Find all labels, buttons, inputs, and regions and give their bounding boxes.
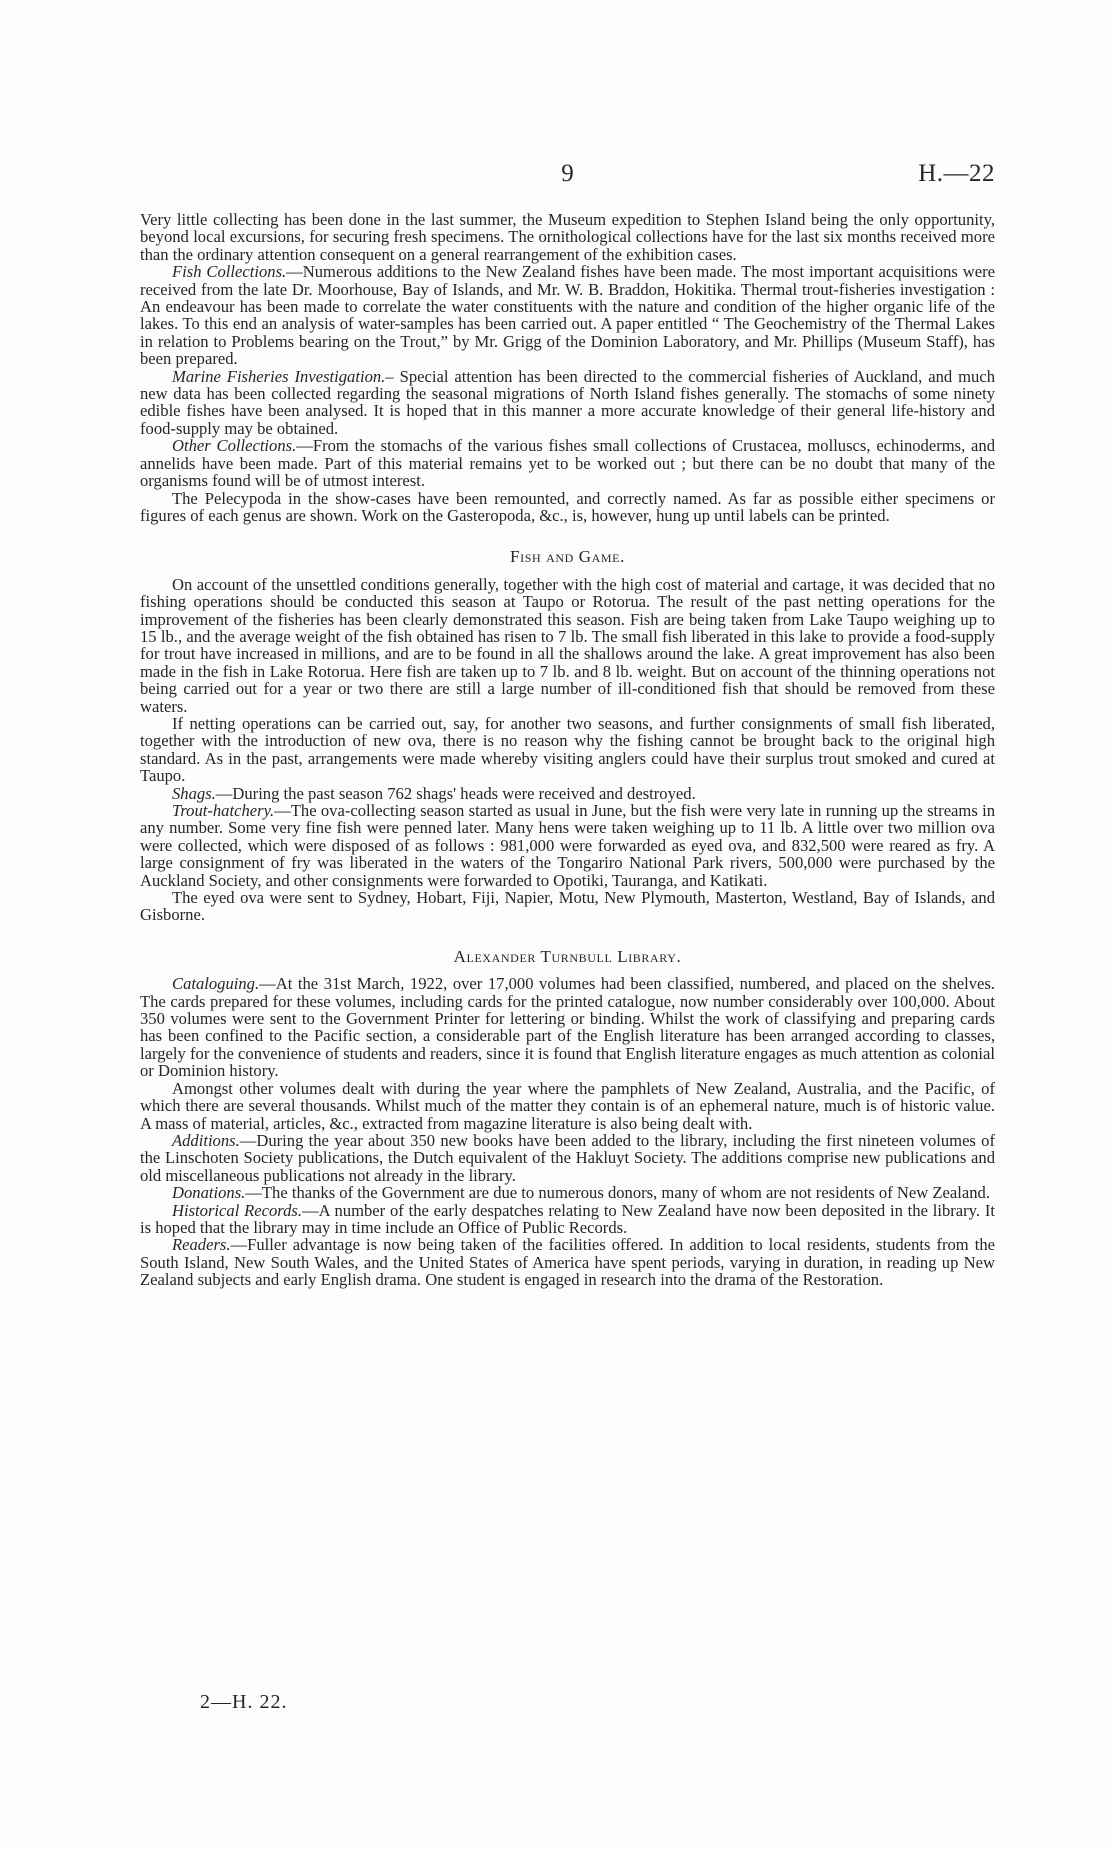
marine-fisheries-text: – Special attention has been directed to the commercial fisheries of Auckland, and much new data has been collected regarding the seasonal migrations of North Island fishes generally. The stomachs of some ninety edible fishes have been analysed. It is hoped that in this manner a more accurate knowledge of their general life-history and food-supply may be obtained. (140, 366, 995, 438)
library-heading: Alexander Turnbull Library. (453, 946, 682, 966)
fish-collections-caption: Fish Collections. (172, 262, 287, 282)
additions-paragraph (140, 1132, 995, 1184)
museum-intro-paragraph: Very little collecting has been done in the last summer, the Museum expedition to Stephen Island being the only opportunity, beyond local excursions, for securing fresh specimens. The ornithological collections have for the last six months received more than the ordinary attention consequent on a general rearrangement of the exhibition cases. (140, 210, 995, 264)
signature-reference: 2—H. 22. (200, 1691, 288, 1713)
fish-and-game-heading: Fish and Game. (510, 547, 625, 567)
other-collections-caption: Other Collections. (172, 436, 297, 456)
additions-caption: Additions. (172, 1130, 240, 1150)
donations-caption: Donations. (172, 1183, 246, 1203)
fish-and-game-paragraph-2: If netting operations can be carried out, say, for another two seasons, and further consignments of small fish liberated, together with the introduction of new ova, there is no reason why the fishing cannot be brought back to the original high standard. As in the past, arrangements were made whereby visiting anglers could have their surplus trout smoked and cured at Taupo. (140, 713, 995, 786)
pelecypoda-paragraph: The Pelecypoda in the show-cases have been remounted, and correctly named. As far as possible either specimens or figures of each genus are shown. Work on the Gasteropoda, &c., is, however, hung up until labels can be printed. (140, 488, 995, 525)
readers-paragraph (140, 1236, 995, 1288)
shags-paragraph (140, 785, 995, 802)
shags-caption: Shags. (172, 783, 216, 803)
trout-hatchery-text: —The ova-collecting season started as usual in June, but the fish were very late in running up the streams in any number. Some very fine fish were penned later. Many hens were taken weighing up to 11 lb. A little over two million ova were collected, which were disposed of as follows : 981,000 were forwarded as eyed ova, and 832,500 were reared as fry. A large consignment of fry was liberated in the waters of the Tongariro National Park rivers, 500,000 were purchased by the Auckland Society, and other consignments were forwarded to Opotiki, Tauranga, and Katikati. (140, 801, 995, 890)
other-collections-text: —From the stomachs of the various fishes small collections of Crustacea, molluscs, echinoderms, and annelids have been made. Part of this material remains yet to be worked out ; but there can be no doubt that many of the organisms found will be of utmost interest. (140, 436, 995, 491)
donations-text: —The thanks of the Government are due to numerous donors, many of whom are not residents of New Zealand. (245, 1183, 990, 1203)
donations-paragraph (140, 1184, 995, 1201)
additions-text: —During the year about 350 new books have been added to the library, including the first nineteen volumes of the Linschoten Society publications, the Dutch equivalent of the Hakluyt Society. The additions comprise new publications and old miscellaneous publications not already in the library. (140, 1130, 995, 1185)
page-header (140, 160, 995, 194)
other-collections-paragraph (140, 437, 995, 489)
fish-and-game-paragraph-1: On account of the unsettled conditions generally, together with the high cost of material and cartage, it was decided that no fishing operations should be conducted this season at Taupo or Rotorua. The result of the past netting operations for the improvement of the fisheries has been clearly demonstrated this season. Fish are being taken from Lake Taupo weighing up to 15 lb., and the average weight of the fish obtained has risen to 7 lb. The small fish liberated in this lake to provide a food-supply for trout have increased in millions, and are to be found in all the shallows around the lake. A great improvement has also been made in the fish in Lake Rotorua. Here fish are taken up to 7 lb. and 8 lb. weight. But on account of the thinning operations not being carried out for a year or two there are still a large number of ill-conditioned fish that should be removed from these waters. (140, 574, 995, 716)
shags-text: —During the past season 762 shags' heads were received and destroyed. (215, 783, 696, 803)
amongst-paragraph: Amongst other volumes dealt with during the year where the pamphlets of New Zealand, Australia, and the Pacific, of which there are several thousands. Whilst much of the matter they contain is of an ephemeral nature, much is of historic value. A mass of material, articles, &c., extracted from magazine literature is also being dealt with. (140, 1078, 995, 1133)
historical-records-paragraph (140, 1202, 995, 1237)
readers-text: —Fuller advantage is now being taken of the facilities offered. In addition to local residents, students from the South Island, New South Wales, and the United States of America have spent periods, varying in duration, in reading up New Zealand subjects and early English drama. One student is engaged in research into the drama of the Restoration. (140, 1235, 995, 1290)
fish-collections-text: —Numerous additions to the New Zealand fishes have been made. The most important acquisitions were received from the late Dr. Moorhouse, Bay of Islands, and Mr. W. B. Braddon, Hokitika. Thermal trout-fisheries investigation : An endeavour has been made to correlate the water constituents with the nature and condition of the higher organic life of the lakes. To this end an analysis of water-samples has been carried out. A paper entitled “ The Geochemistry of the Thermal Lakes in relation to Problems bearing on the Trout,” by Mr. Grigg of the Dominion Laboratory, and Mr. Phillips (Museum Staff), has been prepared. (140, 262, 995, 369)
trout-hatchery-paragraph (140, 802, 995, 889)
cataloguing-text: —At the 31st March, 1922, over 17,000 volumes had been classified, numbered, and placed on the shelves. The cards prepared for these volumes, including cards for the printed catalogue, now number considerably over 100,000. About 350 volumes were sent to the Government Printer for lettering or binding. Whilst the work of classifying and preparing cards has been confined to the Pacific section, a considerable part of the English literature has been arranged according to classes, largely for the convenience of students and readers, since it is found that English literature engages as much attention as colonial or Dominion history. (140, 974, 995, 1081)
eyed-ova-paragraph: The eyed ova were sent to Sydney, Hobart, Fiji, Napier, Motu, New Plymouth, Masterton, Westland, Bay of Islands, and Gisborne. (140, 888, 995, 925)
trout-hatchery-caption: Trout-hatchery. (172, 801, 275, 820)
historical-records-caption: Historical Records. (172, 1200, 303, 1220)
document-reference: H.—22 (918, 160, 995, 187)
marine-fisheries-caption: Marine Fisheries Investigation. (172, 366, 386, 386)
fish-collections-paragraph (140, 263, 995, 367)
historical-records-text: —A number of the early despatches relating to New Zealand have now been deposited in the library. It is hoped that the library may in time include an Office of Public Records. (140, 1200, 995, 1237)
page-number: 9 (561, 160, 574, 187)
marine-fisheries-paragraph (140, 368, 995, 438)
body-text (140, 211, 995, 1289)
cataloguing-paragraph (140, 975, 995, 1079)
readers-caption: Readers. (172, 1235, 231, 1255)
cataloguing-caption: Cataloguing. (172, 974, 260, 994)
